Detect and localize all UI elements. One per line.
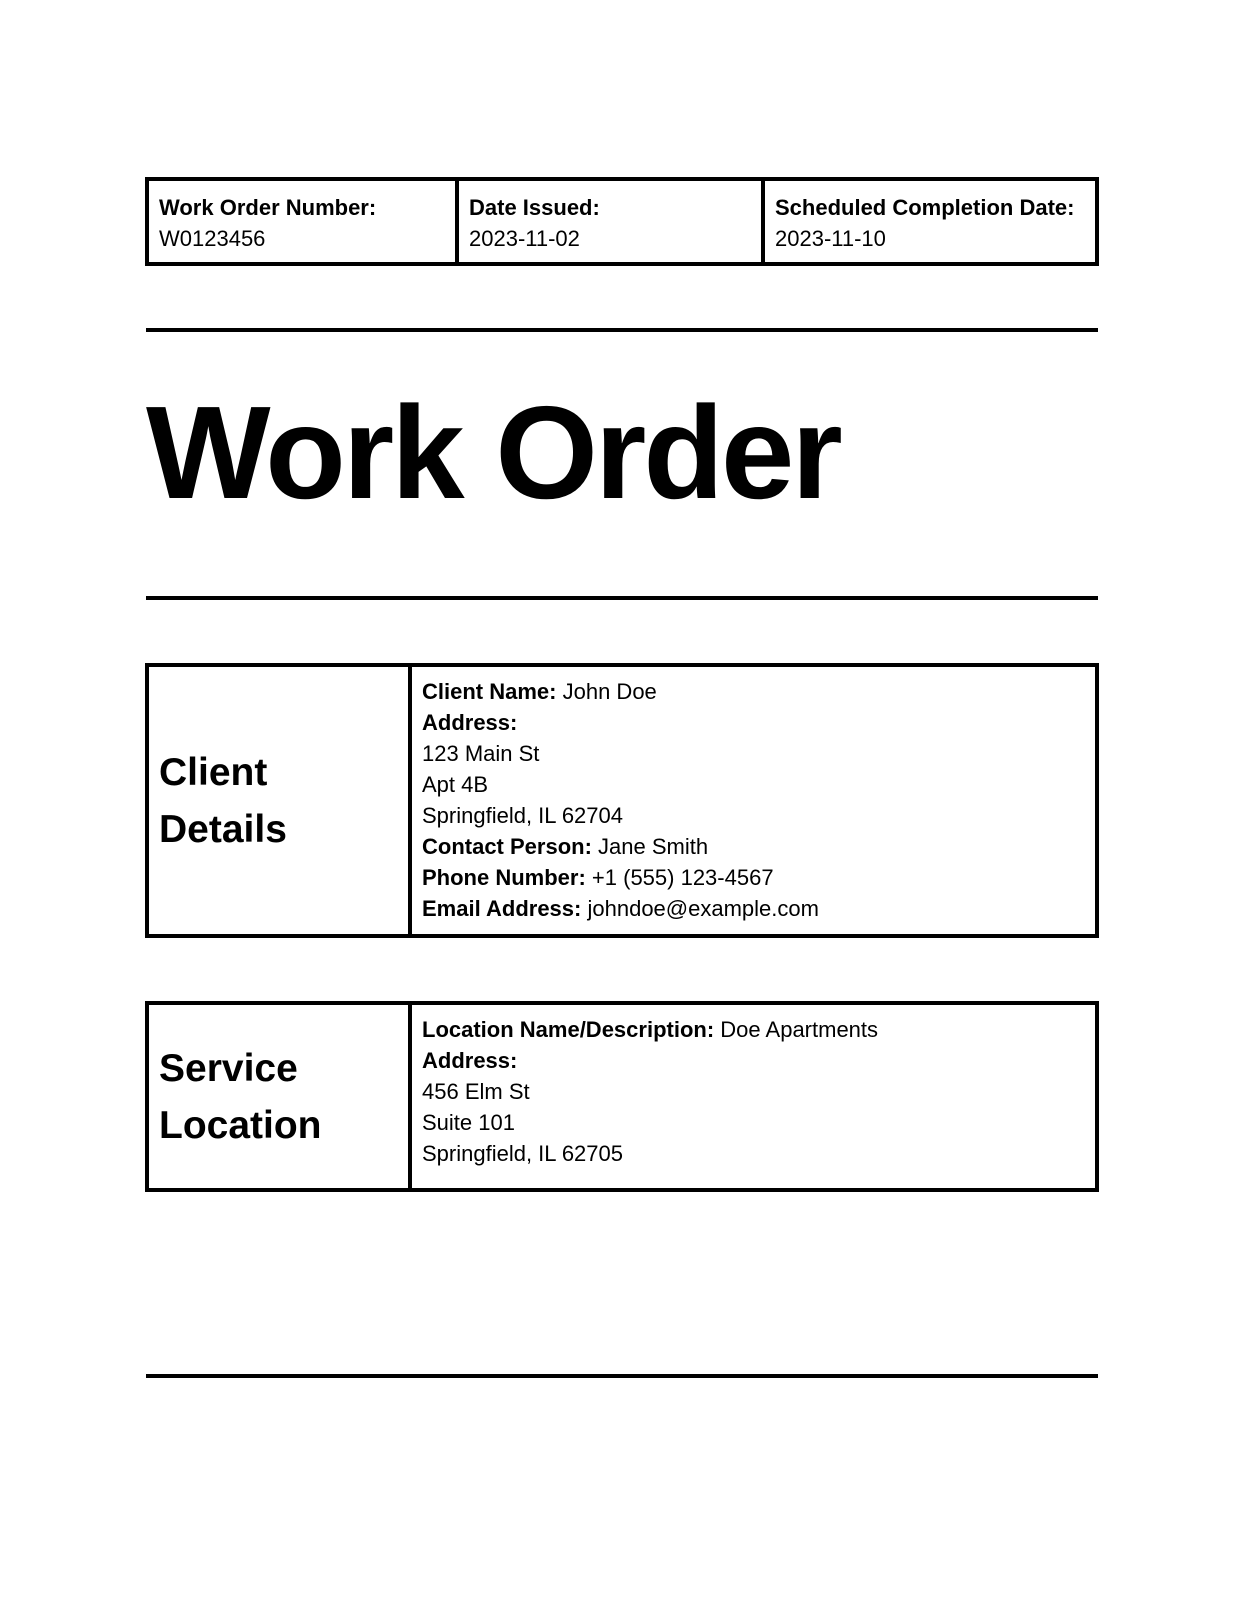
work-order-number-value: W0123456 (159, 226, 266, 251)
service-location-section (145, 1001, 1099, 1192)
page-title: Work Order (146, 379, 840, 526)
client-details-heading-cell (149, 667, 412, 934)
work-order-meta-table (145, 177, 1099, 266)
client-details-heading-line1: Client (159, 750, 268, 794)
email-address-value: johndoe@example.com (587, 896, 819, 921)
date-issued-label: Date Issued: (469, 195, 600, 220)
service-address-label: Address: (422, 1048, 518, 1073)
client-address-line-3: Springfield, IL 62704 (422, 803, 623, 828)
scheduled-completion-value: 2023-11-10 (775, 226, 886, 251)
email-address-row (422, 893, 1085, 924)
client-details-section (145, 663, 1099, 938)
client-details-body (412, 667, 1095, 934)
client-address-line-2: Apt 4B (422, 772, 489, 797)
date-issued-value: 2023-11-02 (469, 226, 580, 251)
date-issued-cell (455, 181, 761, 262)
email-address-label: Email Address: (422, 896, 582, 921)
client-name-label: Client Name: (422, 679, 557, 704)
contact-person-value: Jane Smith (598, 834, 709, 859)
service-address-line-2: Suite 101 (422, 1110, 515, 1135)
client-address-line-1: 123 Main St (422, 741, 540, 766)
divider-bottom (146, 1374, 1098, 1378)
phone-number-value: +1 (555) 123-4567 (591, 865, 774, 890)
client-name-row (422, 676, 1085, 707)
phone-number-row (422, 862, 1085, 893)
location-name-label: Location Name/Description: (422, 1017, 715, 1042)
client-details-heading-line2: Details (159, 807, 287, 851)
work-order-number-cell (149, 181, 455, 262)
service-location-body (412, 1005, 1095, 1188)
divider-middle (146, 596, 1098, 600)
scheduled-completion-cell (761, 181, 1095, 262)
service-location-heading-line1: Service (159, 1046, 298, 1090)
phone-number-label: Phone Number: (422, 865, 586, 890)
divider-top (146, 328, 1098, 332)
service-address-line-3: Springfield, IL 62705 (422, 1141, 623, 1166)
work-order-number-label: Work Order Number: (159, 195, 377, 220)
client-details-heading (159, 744, 287, 858)
client-name-value: John Doe (562, 679, 657, 704)
location-name-value: Doe Apartments (720, 1017, 879, 1042)
client-address-label: Address: (422, 710, 518, 735)
service-location-heading-line2: Location (159, 1103, 322, 1147)
contact-person-row (422, 831, 1085, 862)
contact-person-label: Contact Person: (422, 834, 592, 859)
service-location-heading (159, 1040, 322, 1154)
scheduled-completion-label: Scheduled Completion Date: (775, 195, 1075, 220)
service-address-line-1: 456 Elm St (422, 1079, 530, 1104)
service-location-heading-cell (149, 1005, 412, 1188)
location-name-row (422, 1014, 1085, 1045)
